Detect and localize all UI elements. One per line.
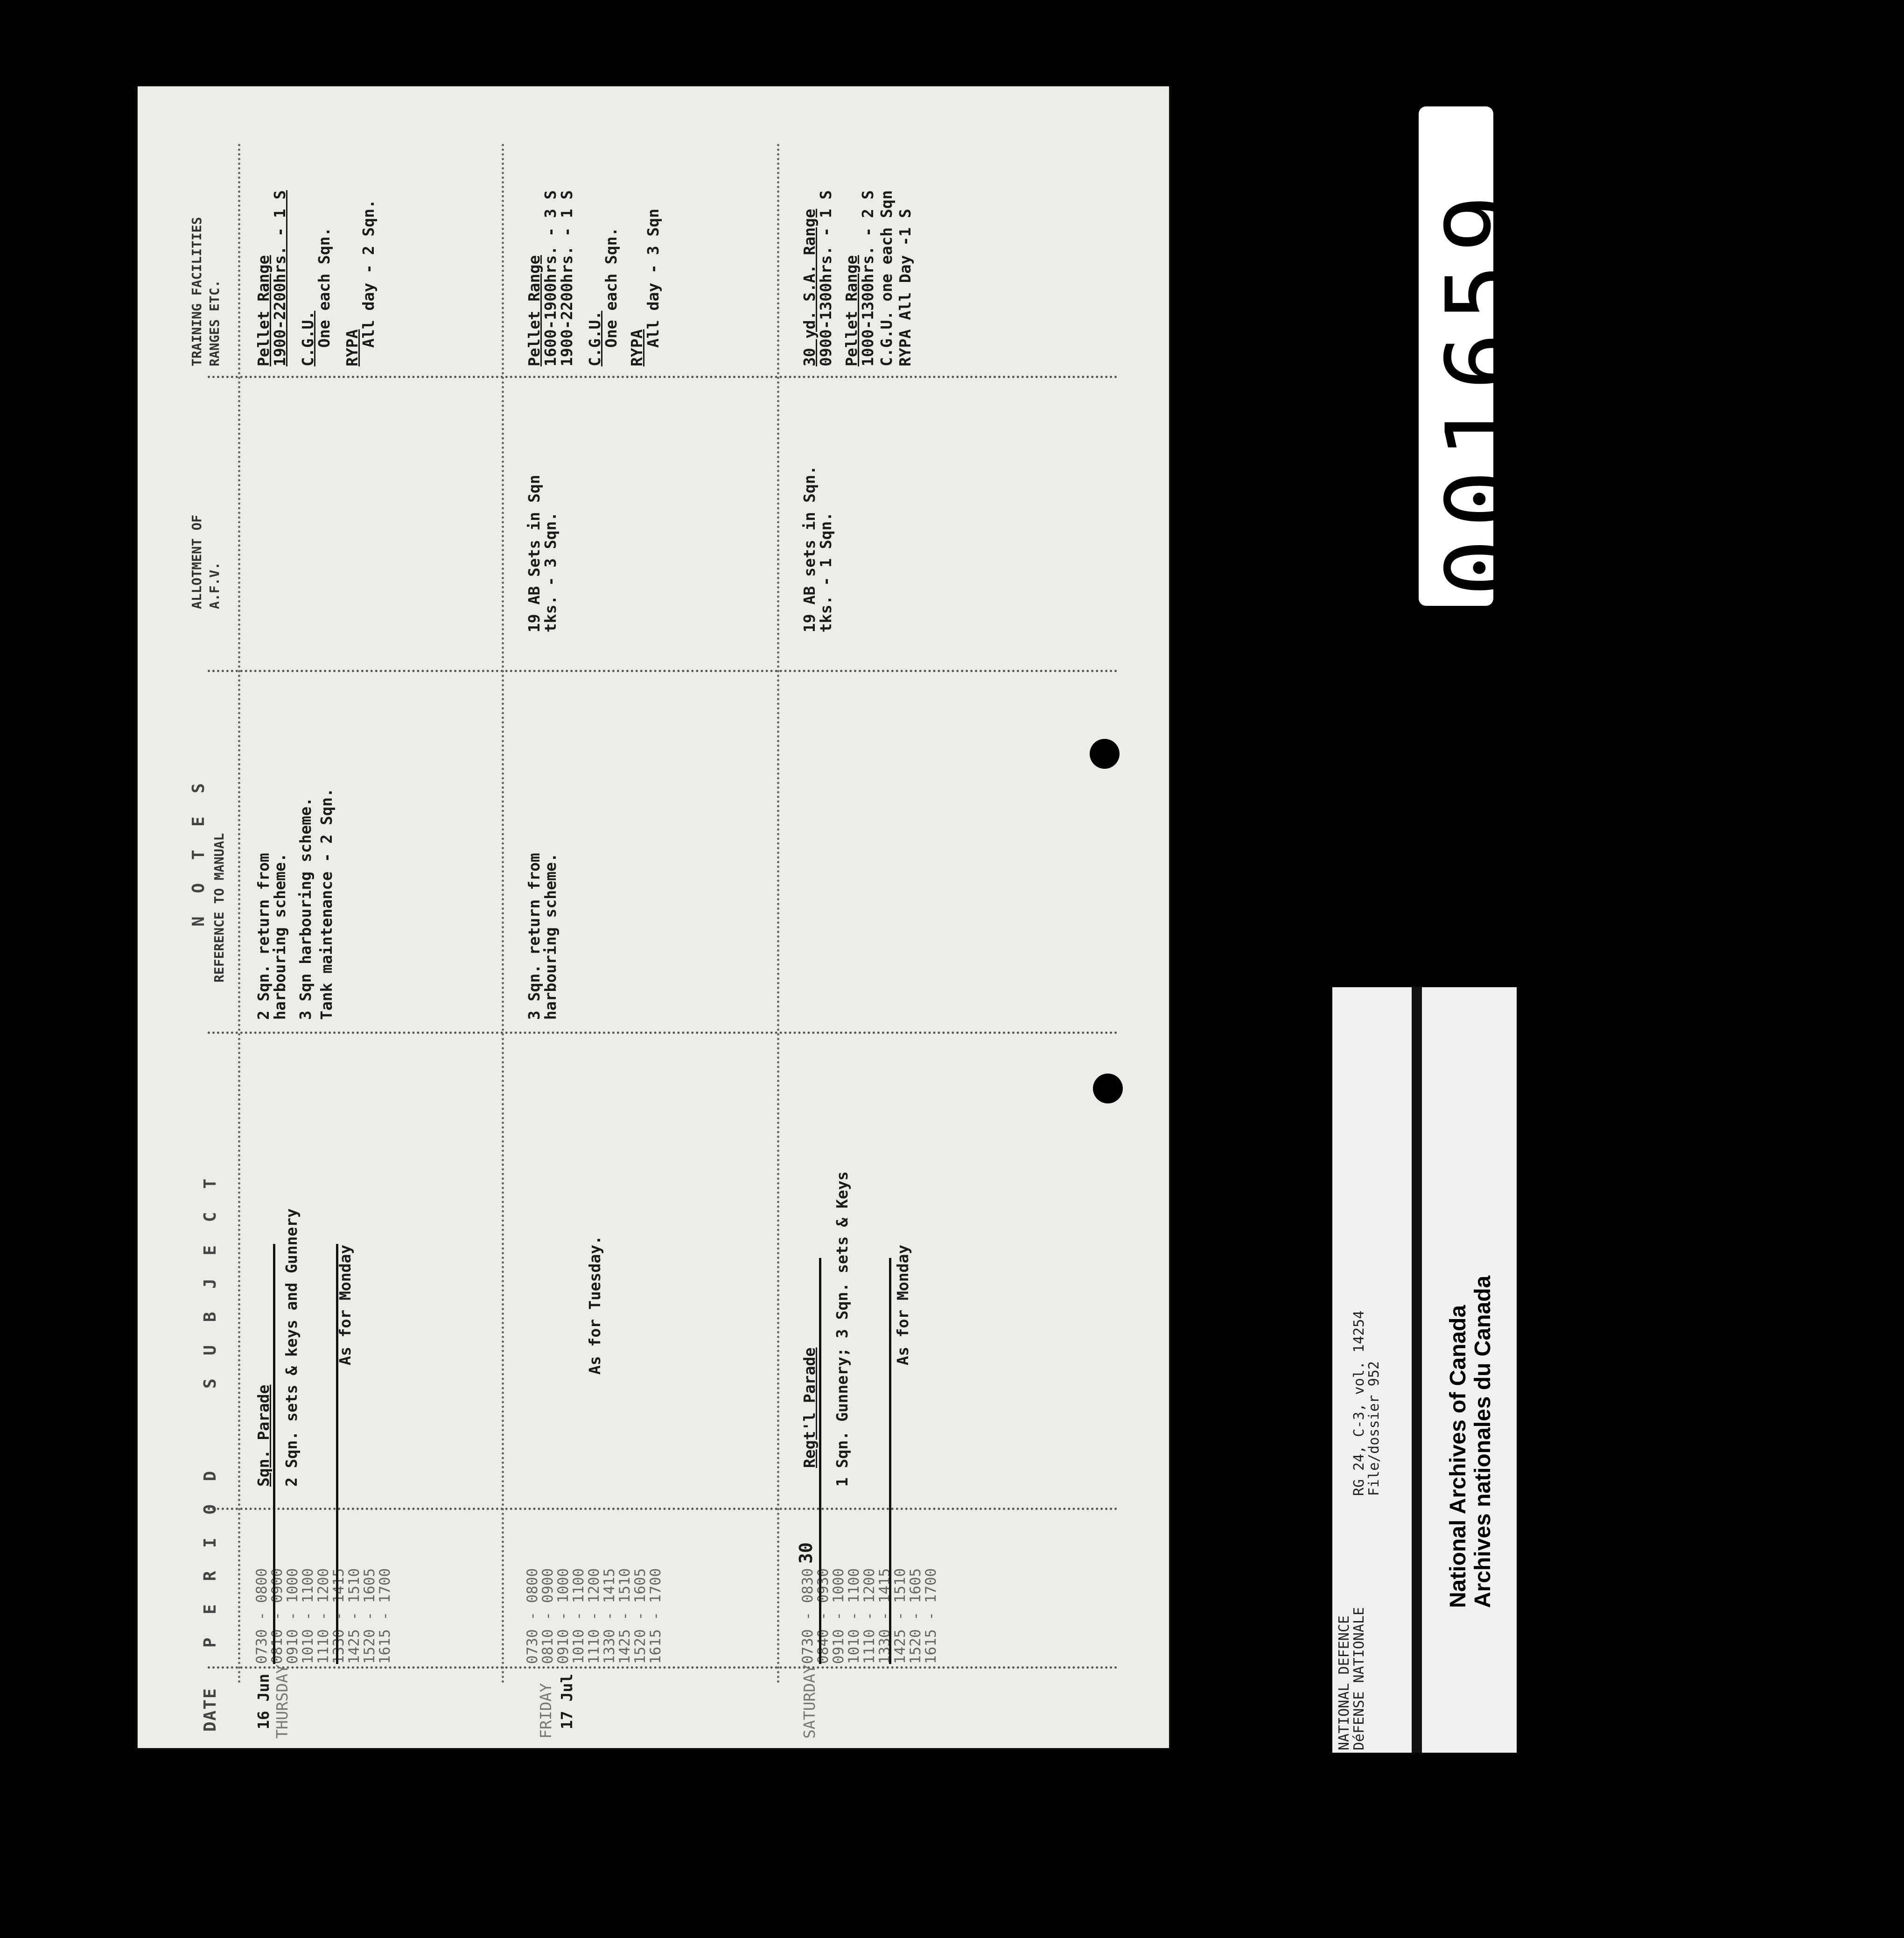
column-divider bbox=[208, 1508, 1118, 1510]
header-facilities: TRAINING FACILITIES bbox=[189, 217, 204, 366]
day-date: 16 Jun bbox=[254, 1673, 273, 1729]
facility-item: 0900-1300hrs. - 1 S bbox=[817, 190, 835, 366]
bracket-line bbox=[819, 1258, 821, 1664]
header-notes-sub: REFERENCE TO MANUAL bbox=[211, 833, 227, 983]
facility-item: C.G.U. one each Sqn bbox=[877, 190, 896, 366]
facility-item: 1900-2200hrs. - 1 S bbox=[558, 190, 576, 366]
notes-item: 3 Sqn harbouring scheme. bbox=[296, 797, 315, 1020]
notes-item: Tank maintenance - 2 Sqn. bbox=[317, 788, 336, 1020]
allotment-item: 19 AB Sets in Sqn bbox=[525, 475, 543, 632]
subject-item: As for Monday bbox=[336, 1244, 354, 1365]
column-divider bbox=[208, 1666, 1118, 1669]
header-notes: N O T E S bbox=[189, 776, 208, 927]
archive-label bbox=[1332, 987, 1517, 1753]
column-divider bbox=[208, 670, 1118, 672]
notes-item: harbouring scheme. bbox=[271, 853, 289, 1020]
notes-item: 3 Sqn. return from bbox=[525, 853, 543, 1020]
period-correction-mark: 30 bbox=[796, 1542, 816, 1564]
facility-item: C.G.U. bbox=[586, 310, 604, 366]
facility-item: RYPA bbox=[343, 329, 361, 366]
header-rule bbox=[238, 142, 240, 1683]
facility-item: One each Sqn. bbox=[315, 227, 333, 348]
dept-fr: DéFENSE NATIONALE bbox=[1351, 1607, 1367, 1750]
subject-item: Regt'l Parade bbox=[800, 1347, 819, 1468]
header-period: P E R I O D bbox=[201, 1464, 220, 1648]
header-facilities-sub: RANGES ETC. bbox=[207, 280, 222, 366]
facility-item: 1900-2200hrs. - 1 S bbox=[271, 190, 289, 366]
row-rule bbox=[502, 142, 504, 1683]
archives-en: National Archives of Canada bbox=[1446, 1305, 1470, 1608]
row-rule bbox=[777, 142, 779, 1683]
frame-counter: 001659 bbox=[1426, 183, 1537, 597]
notes-item: harbouring scheme. bbox=[541, 853, 560, 1020]
facility-item: All day - 3 Sqn bbox=[644, 208, 662, 348]
subject-item: As for Monday bbox=[894, 1244, 912, 1365]
header-date: DATE bbox=[201, 1687, 220, 1732]
facility-item: RYPA bbox=[628, 329, 646, 366]
header-allotment: ALLOTMENT OF bbox=[189, 514, 204, 609]
allotment-item: tks. - 3 Sqn. bbox=[541, 512, 560, 632]
facility-item: Pellet Range bbox=[525, 255, 543, 366]
day-weekday: THURSDAY bbox=[273, 1664, 291, 1739]
notes-item: 2 Sqn. return from bbox=[254, 853, 273, 1020]
facility-item: C.G.U. bbox=[299, 310, 317, 366]
day-date: 17 Jul bbox=[558, 1673, 576, 1729]
bracket-line bbox=[273, 1244, 275, 1664]
subject-item: 1 Sqn. Gunnery; 3 Sqn. sets & Keys bbox=[833, 1171, 851, 1487]
period-list: 0730 - 0830 0840 - 0930 0910 - 1000 1010 - 1100 1110 - 1200 1330 - 1415 1425 - 1510 1520 - 1605 1615 - 1700 bbox=[799, 1568, 939, 1664]
subject-item: Sqn. Parade bbox=[254, 1384, 273, 1487]
facility-item: Pellet Range bbox=[842, 255, 861, 366]
subject-item: 2 Sqn. sets & keys and Gunnery bbox=[282, 1208, 301, 1487]
allotment-item: 19 AB sets in Sqn. bbox=[800, 465, 819, 632]
facility-item: Pellet Range bbox=[254, 255, 273, 366]
allotment-item: tks. - 1 Sqn. bbox=[817, 512, 835, 632]
header-allotment-sub: A.F.V. bbox=[207, 562, 222, 609]
frame-counter-plate bbox=[1419, 106, 1537, 606]
ref-line-1: RG 24, C-3, vol. 14254 bbox=[1351, 1310, 1367, 1496]
day-weekday: FRIDAY bbox=[537, 1683, 555, 1739]
subject-item: As for Tuesday. bbox=[586, 1235, 604, 1375]
label-stripe bbox=[1412, 987, 1422, 1753]
facility-item: 1600-1900hrs. - 3 S bbox=[541, 190, 560, 366]
schedule-table bbox=[138, 86, 1169, 1748]
dept-en: NATIONAL DEFENCE bbox=[1336, 1615, 1352, 1750]
header-subject: S U B J E C T bbox=[201, 1172, 220, 1389]
archives-fr: Archives nationales du Canada bbox=[1470, 1275, 1495, 1608]
period-list: 0730 - 0800 0810 - 0900 0910 - 1000 1010 - 1100 1110 - 1200 1330 - 1415 1425 - 1510 1520 - 1605 1615 - 1700 bbox=[253, 1568, 393, 1664]
column-divider bbox=[208, 376, 1118, 378]
facility-item: 1000-1300hrs. - 2 S bbox=[859, 190, 877, 366]
facility-item: One each Sqn. bbox=[602, 227, 620, 348]
day-weekday: SATURDAY bbox=[800, 1664, 819, 1739]
period-list: 0730 - 0800 0810 - 0900 0910 - 1000 1010 - 1100 1110 - 1200 1330 - 1415 1425 - 1510 1520 - 1605 1615 - 1700 bbox=[524, 1568, 664, 1664]
facility-item: All day - 2 Sqn. bbox=[359, 199, 378, 348]
bracket-line bbox=[889, 1258, 891, 1664]
facility-item: RYPA All Day -1 S bbox=[896, 209, 914, 366]
facility-item: 30 yd. S.A. Range bbox=[800, 209, 819, 366]
column-divider bbox=[208, 1032, 1118, 1034]
ref-line-2: File/dossier 952 bbox=[1366, 1361, 1382, 1496]
document-sheet bbox=[138, 86, 1169, 1748]
